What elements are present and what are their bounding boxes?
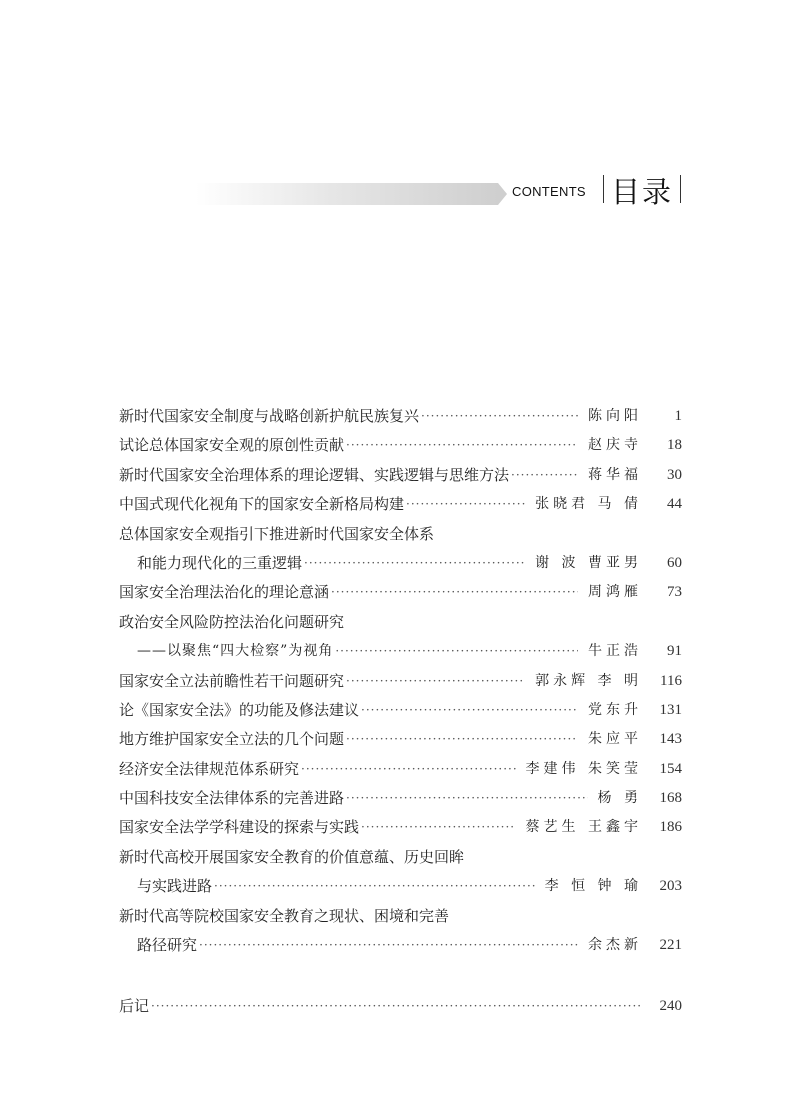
leader-dots <box>361 696 578 725</box>
toc-entry[interactable] <box>119 931 682 960</box>
toc-entry-author: 杨 勇 <box>597 790 642 807</box>
toc-entry-page: 186 <box>659 819 682 836</box>
toc-entry-page: 154 <box>659 760 682 777</box>
toc-list <box>119 402 682 960</box>
title-left-bar <box>603 175 604 203</box>
toc-entry[interactable] <box>119 696 682 725</box>
toc-entry-author: 陈向阳 <box>588 408 642 424</box>
leader-dots <box>301 755 516 784</box>
toc-entry-page: 143 <box>659 731 682 748</box>
leader-dots <box>406 490 525 519</box>
toc-entry-author: 朱应平 <box>588 731 642 748</box>
leader-dots <box>331 578 578 607</box>
toc-entry[interactable] <box>119 755 682 784</box>
toc-entry-title: 国家安全法学学科建设的探索与实践 <box>119 818 360 837</box>
header-gradient-band <box>196 183 498 205</box>
toc-entry[interactable] <box>119 461 682 490</box>
toc-entry-author: 李建伟 朱笑莹 <box>525 760 642 777</box>
toc-entry-title: 试论总体国家安全观的原创性贡献 <box>119 436 345 455</box>
leader-dots <box>361 813 516 842</box>
toc-entry-page: 73 <box>667 584 682 601</box>
toc-entry-author: 郭永辉 李 明 <box>535 672 642 689</box>
toc-entry[interactable] <box>119 431 682 460</box>
toc-entry-author: 谢 波 曹亚男 <box>535 554 642 571</box>
toc-entry-page: 221 <box>659 937 682 954</box>
toc-entry-title: 国家安全立法前瞻性若干问题研究 <box>119 671 345 690</box>
toc-entry[interactable] <box>119 872 682 901</box>
toc-entry[interactable] <box>119 784 682 813</box>
toc-entry-page: 203 <box>659 878 682 895</box>
toc-entry-author: 余杰新 <box>588 937 642 954</box>
toc-entry-page: 60 <box>667 554 682 571</box>
toc-entry-author: 党东升 <box>588 701 642 718</box>
toc-entry[interactable] <box>119 549 682 578</box>
toc-entry-title: 新时代高等院校国家安全教育之现状、困境和完善 <box>119 906 450 925</box>
contents-label: CONTENTS <box>512 184 586 199</box>
leader-dots <box>151 992 640 1021</box>
toc-entry-page: 116 <box>660 672 682 689</box>
toc-entry-title: 新时代高校开展国家安全教育的价值意蕴、历史回眸 <box>119 847 465 866</box>
toc-entry-author: 周鸿雁 <box>588 584 642 601</box>
leader-dots <box>346 725 578 754</box>
toc-entry[interactable] <box>119 490 682 519</box>
toc-entry-author: 牛正浩 <box>588 643 642 660</box>
toc-entry-title: 新时代国家安全制度与战略创新护航民族复兴 <box>119 407 420 425</box>
toc-entry[interactable] <box>119 725 682 754</box>
leader-dots <box>421 402 578 431</box>
toc-entry-title: ——以聚焦“四大检察”为视角 <box>137 643 334 660</box>
toc-entry <box>119 843 682 872</box>
toc-entry-page: 1 <box>674 408 682 424</box>
leader-dots <box>214 872 535 901</box>
toc-entry-title: 路径研究 <box>137 936 198 955</box>
postscript-title: 后记 <box>119 997 150 1015</box>
toc-entry-title: 论《国家安全法》的功能及修法建议 <box>119 700 360 719</box>
toc-entry-author: 蒋华福 <box>588 466 642 483</box>
toc-entry-title: 国家安全治理法治化的理论意涵 <box>119 583 330 602</box>
toc-entry-author: 李 恒 钟 瑜 <box>544 878 642 895</box>
toc-entry <box>119 608 682 637</box>
header-arrow-tip <box>498 183 507 205</box>
toc-entry-title: 中国式现代化视角下的国家安全新格局构建 <box>119 495 405 514</box>
leader-dots <box>346 431 578 460</box>
toc-entry[interactable] <box>119 637 682 666</box>
postscript-page: 240 <box>659 998 682 1014</box>
toc-entry[interactable] <box>119 813 682 842</box>
leader-dots <box>304 549 525 578</box>
page-title: 目录 <box>611 175 674 209</box>
leader-dots <box>346 667 525 696</box>
toc-entry-page: 44 <box>667 496 682 513</box>
toc-entry-page: 30 <box>667 466 682 483</box>
postscript-entry[interactable] <box>119 992 682 1021</box>
toc-entry-page: 18 <box>667 437 682 454</box>
toc-entry-page: 131 <box>659 701 682 718</box>
title-right-bar <box>680 175 681 203</box>
toc-entry[interactable] <box>119 667 682 696</box>
toc-entry[interactable] <box>119 578 682 607</box>
toc-entry-page: 168 <box>659 790 682 807</box>
leader-dots <box>199 931 578 960</box>
toc-entry-title: 新时代国家安全治理体系的理论逻辑、实践逻辑与思维方法 <box>119 465 510 484</box>
toc-entry <box>119 520 682 549</box>
leader-dots <box>346 784 588 813</box>
toc-entry-title: 中国科技安全法律体系的完善进路 <box>119 789 345 808</box>
toc-entry-title: 与实践进路 <box>137 877 213 896</box>
toc-entry-author: 赵庆寺 <box>588 437 642 454</box>
toc-entry-title: 总体国家安全观指引下推进新时代国家安全体系 <box>119 524 435 543</box>
toc-entry-title: 地方维护国家安全立法的几个问题 <box>119 730 345 749</box>
toc-entry-author: 张晓君 马 倩 <box>535 496 642 513</box>
toc-entry-title: 经济安全法律规范体系研究 <box>119 759 300 778</box>
toc-entry <box>119 902 682 931</box>
leader-dots <box>335 637 578 666</box>
toc-entry-title: 政治安全风险防控法治化问题研究 <box>119 612 345 631</box>
toc-entry-title: 和能力现代化的三重逻辑 <box>137 553 303 572</box>
leader-dots <box>511 461 578 490</box>
toc-entry-page: 91 <box>667 643 682 660</box>
toc-entry-author: 蔡艺生 王鑫宇 <box>525 819 642 836</box>
toc-entry[interactable] <box>119 402 682 431</box>
